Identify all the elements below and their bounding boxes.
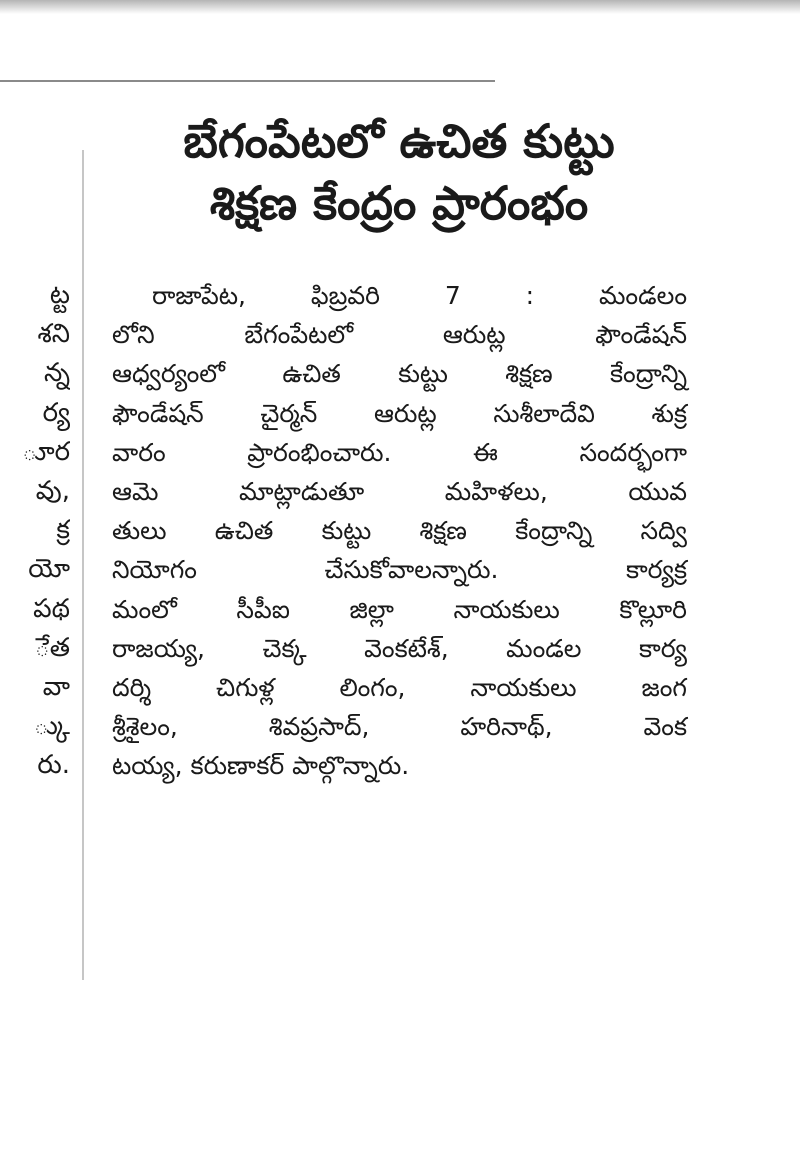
left-fragment: యో: [28, 554, 70, 585]
left-fragment: ్కు: [33, 711, 70, 742]
article-line: తులు ఉచిత కుట్టు శిక్షణ కేంద్రాన్ని సద్వి: [112, 516, 687, 546]
left-fragment: శని: [37, 319, 70, 350]
cropped-previous-text-strip: [0, 0, 800, 14]
left-fragment: ర్య: [42, 397, 70, 428]
column-divider: [82, 150, 84, 980]
article-body: [112, 276, 687, 785]
article-line: ఆమె మాట్లాడుతూ మహిళలు, యువ: [112, 476, 687, 506]
headline-line: శిక్షణ కేంద్రం ప్రారంభం: [209, 176, 589, 230]
article-line: శ్రీశైలం, శివప్రసాద్, హరినాథ్, వెంక: [112, 712, 687, 742]
left-fragment: ట్ట: [49, 280, 70, 310]
left-fragment: ూర: [22, 436, 70, 467]
headline-line: బేగంపేటలో ఉచిత కుట్టు: [183, 114, 615, 168]
article-line: టయ్య, కరుణాకర్ పాల్గొన్నారు.: [112, 751, 410, 781]
article-headline: [104, 110, 694, 234]
article-line: వారం ప్రారంభించారు. ఈ సందర్భంగా: [112, 437, 687, 467]
left-column-cropped-article: [0, 276, 70, 785]
article-line: రాజయ్య, చెక్క వెంకటేశ్, మండల కార్య: [112, 633, 687, 663]
section-rule: [0, 80, 495, 82]
article-line: నియోగం చేసుకోవాలన్నారు. కార్యక్ర: [112, 555, 687, 585]
left-fragment: వు,: [35, 475, 70, 506]
left-fragment: క్ర: [56, 515, 70, 546]
article-line: లోని బేగంపేటలో ఆరుట్ల ఫౌండేషన్: [112, 320, 687, 350]
article-line: దర్శి చిగుళ్ల లింగం, నాయకులు జంగ: [112, 672, 687, 702]
left-fragment: న్న: [44, 358, 70, 389]
article-line: ఆధ్వర్యంలో ఉచిత కుట్టు శిక్షణ కేంద్రాన్ని: [112, 359, 687, 389]
article-line: మంలో సీపీఐ జిల్లా నాయకులు కొల్లూరి: [112, 594, 687, 624]
left-fragment: పథ: [33, 593, 70, 624]
article-line: ఫౌండేషన్ చైర్మన్ ఆరుట్ల సుశీలాదేవి శుక్ర: [112, 398, 687, 428]
left-fragment: ేత: [34, 632, 70, 663]
left-fragment: వా: [42, 671, 70, 702]
article-line: రాజాపేట, ఫిబ్రవరి 7 : మండలం: [152, 281, 687, 310]
left-fragment: రు.: [37, 750, 70, 781]
